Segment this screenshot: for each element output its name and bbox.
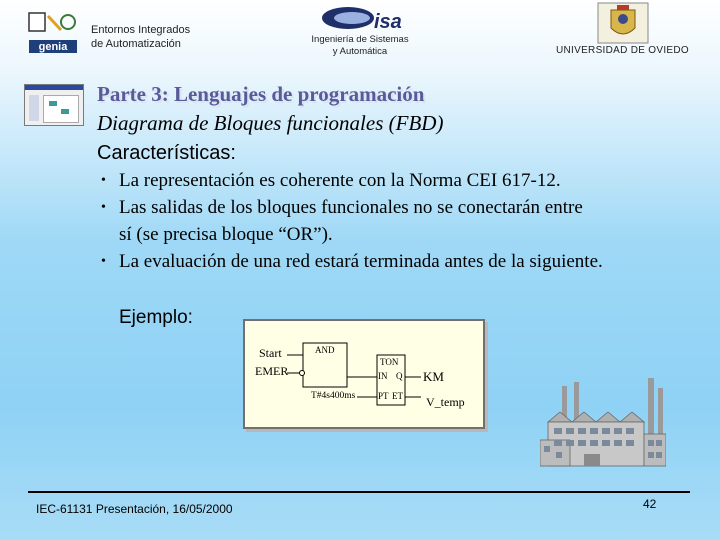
input-start-label: Start: [259, 346, 282, 360]
footer-presentation: IEC-61131 Presentación, 16/05/2000: [36, 502, 233, 516]
output-vtemp-label: V_temp: [426, 395, 465, 409]
ton-pt-label: PT: [378, 391, 389, 401]
university-crest: [597, 2, 649, 44]
ton-block-label: TON: [380, 357, 399, 367]
bullet-item: • La representación es coherente con la Norma CEI 617-12.: [97, 167, 707, 194]
and-block-label: AND: [315, 345, 335, 355]
svg-text:genia: genia: [38, 41, 68, 53]
bullet-dot: •: [101, 173, 106, 188]
footer-divider: [28, 491, 690, 493]
bullet-list: [97, 167, 707, 275]
slide-title: Parte 3: Lenguajes de programación: [97, 82, 425, 106]
page-number: 42: [643, 497, 657, 511]
genia-logo: [28, 12, 78, 54]
section-heading: Características:: [97, 142, 236, 164]
ton-q-label: Q: [396, 371, 403, 381]
bullet-dot: •: [101, 200, 106, 215]
negation-circle: [300, 371, 305, 376]
header-org-line1: Entornos Integrados: [91, 24, 191, 36]
isa-logo: [318, 4, 402, 34]
fbd-diagram: [243, 319, 485, 429]
ton-in-label: IN: [378, 371, 388, 381]
bullet-item-continuation: sí (se precisa bloque “OR”).: [119, 224, 333, 245]
university-name: UNIVERSIDAD DE OVIEDO: [556, 45, 689, 56]
ton-et-label: ET: [392, 391, 403, 401]
pt-value-label: T#4s400ms: [311, 391, 356, 401]
svg-text:isa: isa: [374, 11, 402, 33]
slide-subtitle: Diagrama de Bloques funcionales (FBD): [97, 111, 444, 135]
screenshot-thumbnail: [24, 84, 84, 126]
input-emer-label: EMER: [255, 364, 289, 378]
header-org-line2: de Automatización: [91, 38, 181, 50]
output-km-label: KM: [423, 369, 444, 384]
factory-illustration: [540, 378, 666, 470]
bullet-item: • Las salidas de los bloques funcionales no se conectarán entre: [97, 194, 707, 221]
example-label: Ejemplo:: [119, 307, 193, 328]
header-dept-line1: Ingeniería de Sistemas: [311, 34, 409, 45]
header-dept-line2: y Automática: [332, 46, 388, 57]
bullet-item: • La evaluación de una red estará terminada antes de la siguiente.: [97, 248, 707, 275]
bullet-dot: •: [101, 254, 106, 269]
